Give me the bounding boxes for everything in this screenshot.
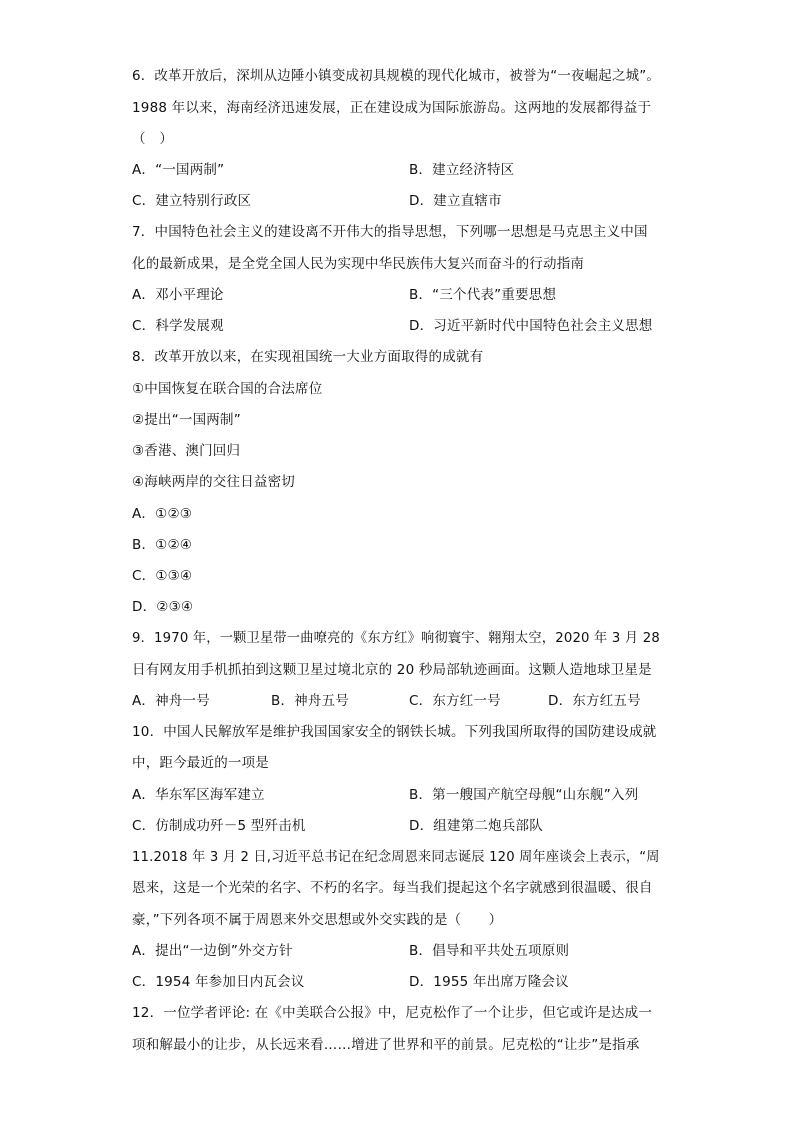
question-10-stem-line-2: 中，距今最近的一项是 [132, 755, 269, 771]
question-11-stem-line-3: 豪，”下列各项不属于周恩来外交思想或外交实践的是（ ） [132, 912, 503, 928]
question-8-option-d: D．②③④ [132, 599, 194, 615]
question-6-stem-line-2: 1988 年以来，海南经济迅速发展，正在建设成为国际旅游岛。这两地的发展都得益于 [132, 100, 652, 116]
question-8-option-c: C．①③④ [132, 568, 193, 584]
question-8-item-1: ①中国恢复在联合国的合法席位 [132, 381, 323, 397]
question-12-stem-line-2: 项和解最小的让步，从长远来看……增进了世界和平的前景。尼克松的“让步”是指承 [132, 1037, 640, 1053]
question-7-stem-line-2: 化的最新成果，是全党全国人民为实现中华民族伟大复兴而奋斗的行动指南 [132, 256, 585, 272]
question-11-option-a: A．提出“一边倒”外交方针 [132, 943, 293, 959]
question-9-stem-line-2: 日有网友用手机抓拍到这颗卫星过境北京的 20 秒局部轨迹画面。这颗人造地球卫星是 [132, 662, 652, 678]
question-8-stem: 8．改革开放以来，在实现祖国统一大业方面取得的成就有 [132, 349, 484, 365]
question-11-stem-line-1: 11.2018 年 3 月 2 日,习近平总书记在纪念周恩来同志诞辰 120 周年座谈会上表示，“周 [132, 849, 660, 865]
question-9-option-a: A．神舟一号 [132, 693, 210, 709]
question-8-item-3: ③香港、澳门回归 [132, 443, 241, 459]
question-10-option-b: B．第一艘国产航空母舰“山东舰”入列 [409, 787, 639, 803]
question-6-stem-line-3: （ ） [132, 131, 174, 147]
question-6-option-c: C．建立特别行政区 [132, 193, 252, 209]
question-9-option-b: B．神舟五号 [271, 693, 349, 709]
question-10-option-c: C．仿制成功歼－5 型歼击机 [132, 818, 306, 834]
question-11-option-d: D．1955 年出席万隆会议 [409, 974, 569, 990]
question-7-option-c: C．科学发展观 [132, 318, 224, 334]
question-6-option-d: D．建立直辖市 [409, 193, 502, 209]
question-9-stem-line-1: 9．1970 年，一颗卫星带一曲嘹亮的《东方红》响彻寰宇、翱翔太空，2020 年 3 月 28 [132, 630, 660, 646]
question-7-stem-line-1: 7．中国特色社会主义的建设离不开伟大的指导思想，下列哪一思想是马克思主义中国 [132, 224, 648, 240]
question-10-option-a: A．华东军区海军建立 [132, 787, 265, 803]
question-8-option-a: A．①②③ [132, 506, 193, 522]
question-9-option-c: C．东方红一号 [409, 693, 501, 709]
question-12-stem-line-1: 12．一位学者评论: 在《中美联合公报》中，尼克松作了一个让步，但它或许是达成一 [132, 1005, 653, 1021]
question-8-item-2: ②提出“一国两制” [132, 412, 241, 428]
question-8-option-b: B．①②④ [132, 537, 193, 553]
question-6-option-a: A．“一国两制” [132, 162, 225, 178]
question-10-option-d: D．组建第二炮兵部队 [409, 818, 543, 834]
question-6-option-b: B．建立经济特区 [409, 162, 515, 178]
question-11-stem-line-2: 恩来，这是一个光荣的名字、不朽的名字。每当我们提起这个名字就感到很温暖、很自 [132, 880, 653, 896]
question-9-option-d: D．东方红五号 [548, 693, 641, 709]
question-10-stem-line-1: 10．中国人民解放军是维护我国国家安全的钢铁长城。下列我国所取得的国防建设成就 [132, 724, 657, 740]
question-7-option-d: D．习近平新时代中国特色社会主义思想 [409, 318, 653, 334]
question-8-item-4: ④海峡两岸的交往日益密切 [132, 474, 296, 490]
question-7-option-b: B．“三个代表”重要思想 [409, 287, 557, 303]
question-11-option-c: C．1954 年参加日内瓦会议 [132, 974, 305, 990]
question-11-option-b: B．倡导和平共处五项原则 [409, 943, 570, 959]
question-7-option-a: A．邓小平理论 [132, 287, 224, 303]
question-6-stem-line-1: 6．改革开放后，深圳从边陲小镇变成初具规模的现代化城市，被誉为“一夜崛起之城”。 [132, 68, 661, 84]
